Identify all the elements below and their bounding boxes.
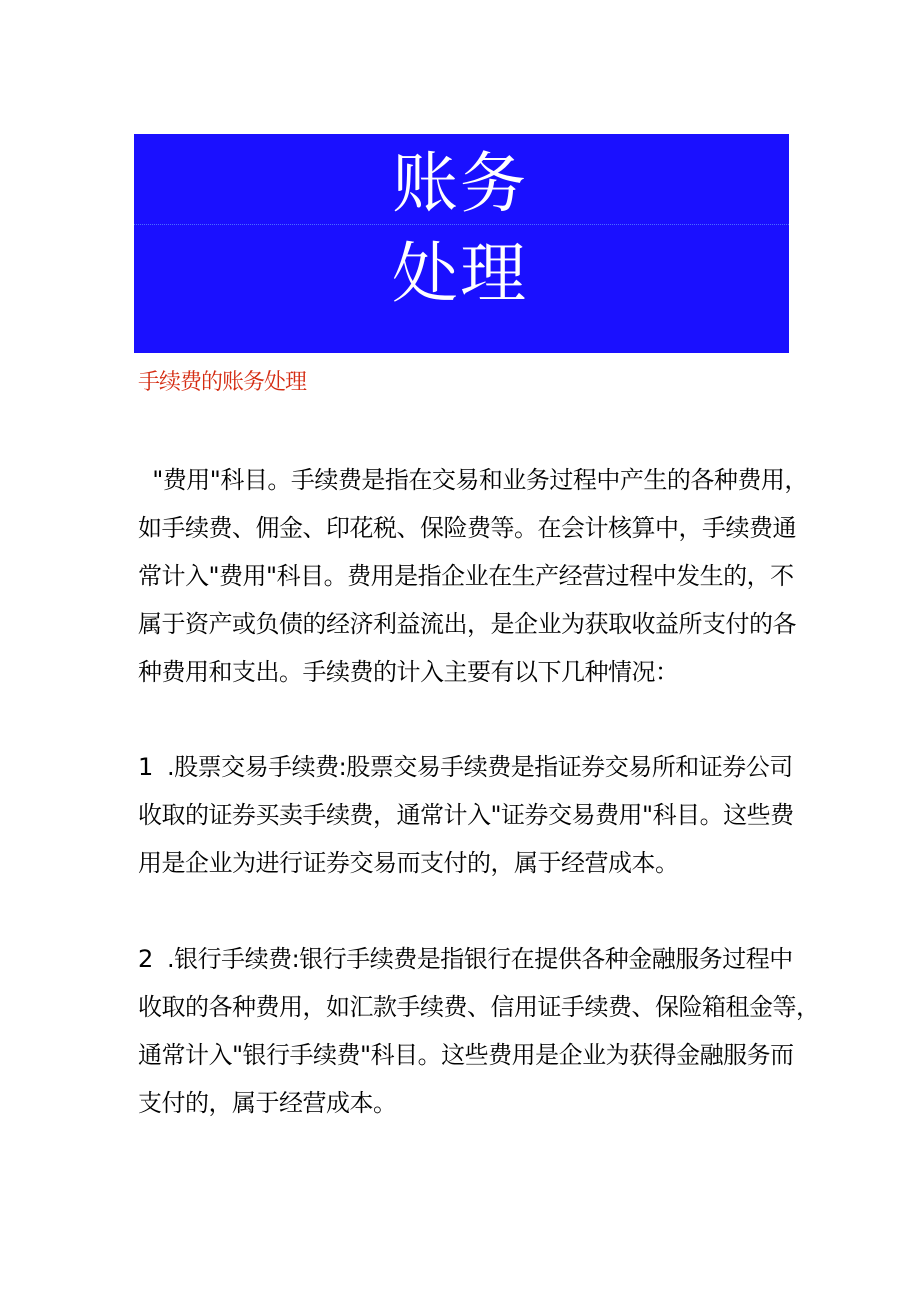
- paragraph-line: 如手续费、佣金、印花税、保险费等。在会计核算中，手续费通: [138, 514, 796, 542]
- section-subtitle: 手续费的账务处理: [138, 370, 307, 395]
- banner-title-line-2: 处理: [392, 235, 528, 312]
- intro-paragraph: [138, 456, 806, 696]
- bank-fee-paragraph: [138, 935, 820, 1127]
- banner-divider: [134, 224, 789, 225]
- paragraph-line: 种费用和支出。手续费的计入主要有以下几种情况：: [138, 658, 679, 686]
- paragraph-line: 通常计入"银行手续费"科目。这些费用是企业为获得金融服务而: [138, 1041, 794, 1069]
- banner-title-line-1: 账务: [392, 145, 528, 222]
- stock-fee-paragraph: [138, 743, 806, 887]
- paragraph-line: 1 .股票交易手续费:股票交易手续费是指证券交易所和证券公司: [138, 753, 793, 781]
- paragraph-line: 2 .银行手续费:银行手续费是指银行在提供各种金融服务过程中: [138, 945, 793, 973]
- paragraph-line: 支付的，属于经营成本。: [138, 1089, 397, 1117]
- paragraph-line: 收取的各种费用，如汇款手续费、信用证手续费、保险箱租金等，: [138, 993, 820, 1021]
- paragraph-line: 属于资产或负债的经济利益流出，是企业为获取收益所支付的各: [138, 610, 796, 638]
- paragraph-line: 用是企业为进行证券交易而支付的，属于经营成本。: [138, 849, 679, 877]
- paragraph-line: 常计入"费用"科目。费用是指企业在生产经营过程中发生的，不: [138, 562, 794, 590]
- paragraph-line: "费用"科目。手续费是指在交易和业务过程中产生的各种费用，: [138, 466, 808, 494]
- paragraph-line: 收取的证券买卖手续费，通常计入"证券交易费用"科目。这些费: [138, 801, 794, 829]
